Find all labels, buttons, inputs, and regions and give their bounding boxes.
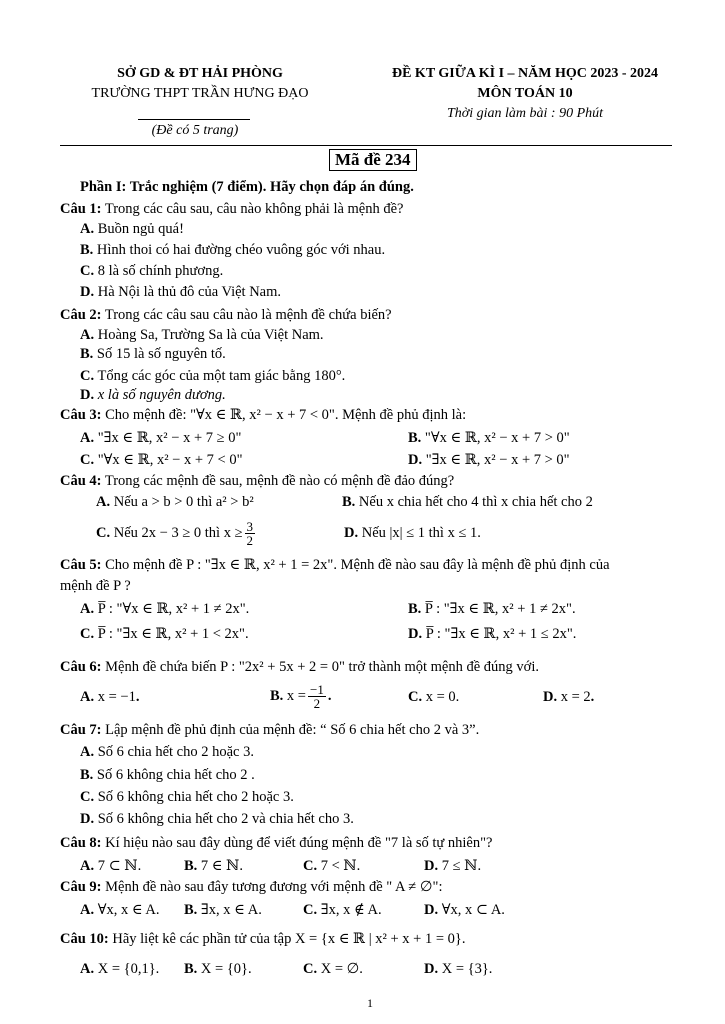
q6-option-d: D. x = 2. [543, 689, 595, 705]
header-divider [138, 119, 250, 120]
q10-option-a: A. X = {0,1}. [80, 961, 160, 977]
q7-option-c: C. Số 6 không chia hết cho 2 hoặc 3. [80, 789, 294, 805]
q4-option-d: D. Nếu |x| ≤ 1 thì x ≤ 1. [344, 525, 481, 541]
department-name: SỞ GD & ĐT HẢI PHÒNG [117, 66, 283, 81]
q2-option-a: A. Hoàng Sa, Trường Sa là của Việt Nam. [80, 327, 324, 343]
question-10: Câu 10: Hãy liệt kê các phần tử của tập X = {x ∈ ℝ | x² + x + 1 = 0}. [60, 931, 466, 947]
q8-option-a: A. 7 ⊂ ℕ. [80, 858, 142, 874]
question-6: Câu 6: Mệnh đề chứa biến P : "2x² + 5x + 2 = 0" trở thành một mệnh đề đúng với. [60, 659, 539, 675]
q3-option-a: A. "∃x ∈ ℝ, x² − x + 7 ≥ 0" [80, 430, 242, 446]
q9-option-b: B. ∃x, x ∈ A. [184, 902, 262, 918]
page-number: 1 [367, 996, 373, 1010]
q8-option-d: D. 7 ≤ ℕ. [424, 858, 482, 874]
exam-title: ĐỀ KT GIỮA KÌ I – NĂM HỌC 2023 - 2024 [391, 66, 658, 81]
time-limit: Thời gian làm bài : 90 Phút [446, 106, 604, 121]
q7-option-b: B. Số 6 không chia hết cho 2 . [80, 767, 255, 783]
header-rule [60, 145, 672, 146]
section-title: Phần I: Trắc nghiệm (7 điểm). Hãy chọn đáp án đúng. [80, 179, 414, 195]
q1-option-c: C. 8 là số chính phương. [80, 263, 224, 279]
subject-name: MÔN TOÁN 10 [477, 86, 573, 101]
q2-option-b: B. Số 15 là số nguyên tố. [80, 346, 226, 362]
q3-option-d: D. "∃x ∈ ℝ, x² − x + 7 > 0" [408, 452, 570, 468]
q5-option-a: A. P̅ : "∀x ∈ ℝ, x² + 1 ≠ 2x". [80, 601, 250, 617]
page-count-note: (Đề có 5 trang) [151, 123, 239, 138]
school-name: TRƯỜNG THPT TRẦN HƯNG ĐẠO [91, 86, 309, 101]
fraction-3-2: $\frac{3}{2}$ [246, 519, 254, 549]
q5-option-b: B. P̅ : "∃x ∈ ℝ, x² + 1 ≠ 2x". [408, 601, 576, 617]
q8-option-c: C. 7 < ℕ. [303, 858, 361, 874]
q4-option-b: B. Nếu x chia hết cho 4 thì x chia hết cho 2 [342, 494, 593, 510]
q4-option-a: A. Nếu a > b > 0 thì a² > b² [96, 494, 254, 510]
exam-code-box: Mã đề 234 [329, 149, 417, 171]
q3-option-b: B. "∀x ∈ ℝ, x² − x + 7 > 0" [408, 430, 570, 446]
q7-option-a: A. Số 6 chia hết cho 2 hoặc 3. [80, 744, 254, 760]
q5-option-d: D. P̅ : "∃x ∈ ℝ, x² + 1 ≤ 2x". [408, 626, 577, 642]
q10-option-d: D. X = {3}. [424, 961, 493, 977]
question-9: Câu 9: Mệnh đề nào sau đây tương đương với mệnh đề " A ≠ ∅": [60, 879, 443, 895]
q9-option-d: D. ∀x, x ⊂ A. [424, 902, 505, 918]
q6-option-b: B. x = $\frac{-1}{2}$ . [270, 682, 332, 712]
q4-option-c: C. Nếu 2x − 3 ≥ 0 thì x ≥ $\frac{3}{2}$ [96, 519, 254, 549]
question-8: Câu 8: Kí hiệu nào sau đây dùng để viết đúng mệnh đề "7 là số tự nhiên"? [60, 835, 493, 851]
q1-option-d: D. Hà Nội là thủ đô của Việt Nam. [80, 284, 282, 300]
question-7: Câu 7: Lập mệnh đề phủ định của mệnh đề: “ Số 6 chia hết cho 2 và 3”. [60, 722, 480, 738]
q2-option-d: D. x là số nguyên dương. [80, 387, 226, 403]
q10-option-b: B. X = {0}. [184, 961, 252, 977]
q3-option-c: C. "∀x ∈ ℝ, x² − x + 7 < 0" [80, 452, 243, 468]
q2-option-c: C. Tổng các góc của một tam giác bằng 180°. [80, 368, 346, 384]
q8-option-b: B. 7 ∈ ℕ. [184, 858, 244, 874]
question-5: Câu 5: Cho mệnh đề P : "∃x ∈ ℝ, x² + 1 = 2x". Mệnh đề nào sau đây là mệnh đề phủ định của [60, 557, 610, 573]
q5-option-c: C. P̅ : "∃x ∈ ℝ, x² + 1 < 2x". [80, 626, 249, 642]
question-5-cont: mệnh đề P ? [60, 578, 131, 594]
q10-option-c: C. X = ∅. [303, 961, 363, 977]
question-1: Câu 1: Trong các câu sau, câu nào không phải là mệnh đề? [60, 201, 404, 217]
q1-option-b: B. Hình thoi có hai đường chéo vuông góc với nhau. [80, 242, 386, 258]
q6-option-c: C. x = 0. [408, 689, 460, 705]
q1-option-a: A. Buồn ngủ quá! [80, 221, 184, 237]
q9-option-c: C. ∃x, x ∉ A. [303, 902, 382, 918]
question-4: Câu 4: Trong các mệnh đề sau, mệnh đề nào có mệnh đề đảo đúng? [60, 473, 455, 489]
fraction-neg1-2: $\frac{-1}{2}$ [309, 682, 324, 712]
question-2: Câu 2: Trong các câu sau câu nào là mệnh đề chứa biến? [60, 307, 392, 323]
question-3: Câu 3: Cho mệnh đề: "∀x ∈ ℝ, x² − x + 7 < 0". Mệnh đề phủ định là: [60, 407, 467, 423]
q6-option-a: A. x = −1. [80, 689, 140, 705]
q7-option-d: D. Số 6 không chia hết cho 2 và chia hết cho 3. [80, 811, 354, 827]
q9-option-a: A. ∀x, x ∈ A. [80, 902, 160, 918]
